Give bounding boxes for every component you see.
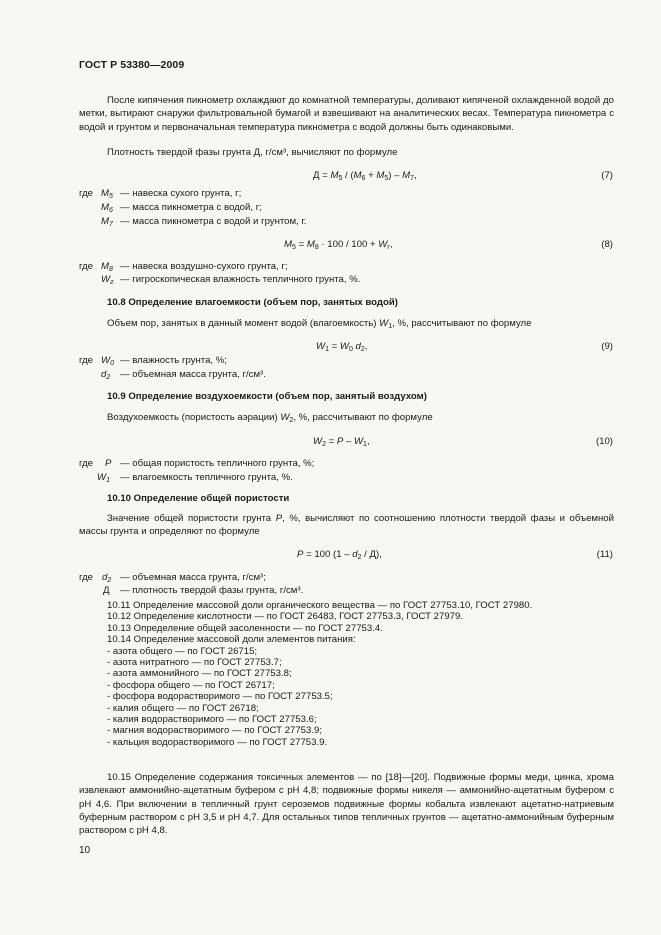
formula-10: $W_2 = P - W_1$, [313,436,370,448]
formula-9: $W_1 = W_0$ $d_2$, [316,341,368,353]
symbol: $d_2$ [102,572,112,584]
formula-7: $Д = M_5 / (M_6 + M_5) - M_7$, [313,170,417,182]
equation-number-11: (11) [596,549,613,560]
where-block-8: где $M_8$ — навеска воздушно-сухого грунта, г; $W_г$ — гигроскопическая влажность тепличного грунта, %. [79,261,361,286]
equation-number-10: (10) [595,436,613,447]
list-item: - азота нитратного — по ГОСТ 27753.7; [107,657,282,669]
paragraph-10-8: Объем пор, занятых в данный момент водой (влагоемкость) $W_1$, %, рассчитывают по формуле [107,318,532,330]
symbol: $M_6$ [101,202,113,214]
paragraph-10-10: Значение общей пористости грунта P, %, вычисляют по соотношению плотности твердой фазы и объемной массы грунта и определяют по формуле [79,513,614,538]
symbol: Д [103,585,110,596]
list-item: - азота общего — по ГОСТ 26715; [107,645,258,657]
section-heading-10-8: 10.8 Определение влагоемкости (объем пор, занятых водой) [107,297,398,308]
paragraph-10-15: 10.15 Определение содержания токсичных элементов — по [18]—[20]. Подвижные формы меди, цинка, хрома извлекают аммонийно-ацетатным буфером с pH 4,8; подвижные формы никеля — аммонийно-ацетатным буфером с pH 4,6. При включении в тепличный грунт сероземов подвижные формы кобальта извлекают ацетатно-натриевым буферным раствором с pH 3,5 и pH 4,7. Для остальных типов тепличных грунтов — ацетатно-аммонийным буферным раствором с pH 4,8. [79,772,614,837]
symbol: $W_г$ [101,274,114,286]
symbol: $W_0$ [101,355,114,367]
paragraph-pycnometer-cooling: После кипячения пикнометр охлаждают до комнатной температуры, доливают кипяченой охлажденной водой до метки, вытирают снаружи фильтровальной бумагой и взвешивают на аналитических весах. Температура пикнометра с водой и грунтом и первоначальная температура пикнометра с водой должны быть одинаковыми. [79,95,614,133]
paragraph-10-9: Воздухоемкость (пористость аэрации) $W_2$, %, рассчитывают по формуле [107,412,433,424]
list-item: - магния водорастворимого — по ГОСТ 27753.9; [107,725,323,737]
list-item: - фосфора водорастворимого — по ГОСТ 27753.5; [107,691,333,703]
where-block-7: где $M_5$ — навеска сухого грунта, г; $M_6$ — масса пикнометра с водой, г; $M_7$ — масса пикнометра с водой и грунтом, г. [79,188,307,228]
where-block-11: где $d_2$ — объемная масса грунта, г/см³; Д — плотность твердой фазы грунта, г/см³. [79,572,304,596]
symbol: $M_8$ [101,261,113,273]
methods-list [107,600,532,748]
list-item: - азота аммонийного — по ГОСТ 27753.8; [107,668,292,680]
where-block-9: где $W_0$ — влажность грунта, %; $d_2$ — объемная масса грунта, г/см³. [79,355,266,381]
formula-11: P = 100 $(1 - d_2 / Д)$, [297,549,382,561]
symbol: $W_1$ [97,472,110,484]
list-item: - калия водорастворимого — по ГОСТ 27753.6; [107,714,317,726]
where-block-10: где P — общая пористость тепличного грунта, %; $W_1$ — влагоемкость тепличного грунта, %. [79,458,315,484]
symbol: $M_5$ [101,188,113,200]
equation-number-7: (7) [601,170,613,181]
symbol: $d_2$ [101,369,111,381]
list-item: - фосфора общего — по ГОСТ 26717; [107,679,275,691]
document-header: ГОСТ Р 53380—2009 [79,59,185,71]
section-heading-10-10: 10.10 Определение общей пористости [107,493,290,504]
page-number: 10 [79,845,91,856]
paragraph-density-intro: Плотность твердой фазы грунта Д, г/см³, вычисляют по формуле [107,147,398,158]
list-item: 10.13 Определение общей засоленности — по ГОСТ 27753.4. [107,622,383,634]
list-item: 10.14 Определение массовой доли элементов питания: [107,634,356,646]
list-item: 10.12 Определение кислотности — по ГОСТ 26483, ГОСТ 27753.3, ГОСТ 27979. [107,611,464,623]
section-heading-10-9: 10.9 Определение воздухоемкости (объем пор, занятый воздухом) [107,391,427,402]
equation-number-9: (9) [601,341,613,352]
list-item: - калия общего — по ГОСТ 26718; [107,702,259,714]
formula-8: $M_5 = M_8 \cdot 100 / 100 + W_г$, [284,239,393,251]
list-item: 10.11 Определение массовой доли органического вещества — по ГОСТ 27753.10, ГОСТ 27980. [107,600,533,611]
equation-number-8: (8) [601,239,613,250]
symbol: $M_7$ [101,216,113,228]
symbol: P [105,458,112,469]
list-item: - кальция водорастворимого — по ГОСТ 27753.9. [107,736,328,748]
